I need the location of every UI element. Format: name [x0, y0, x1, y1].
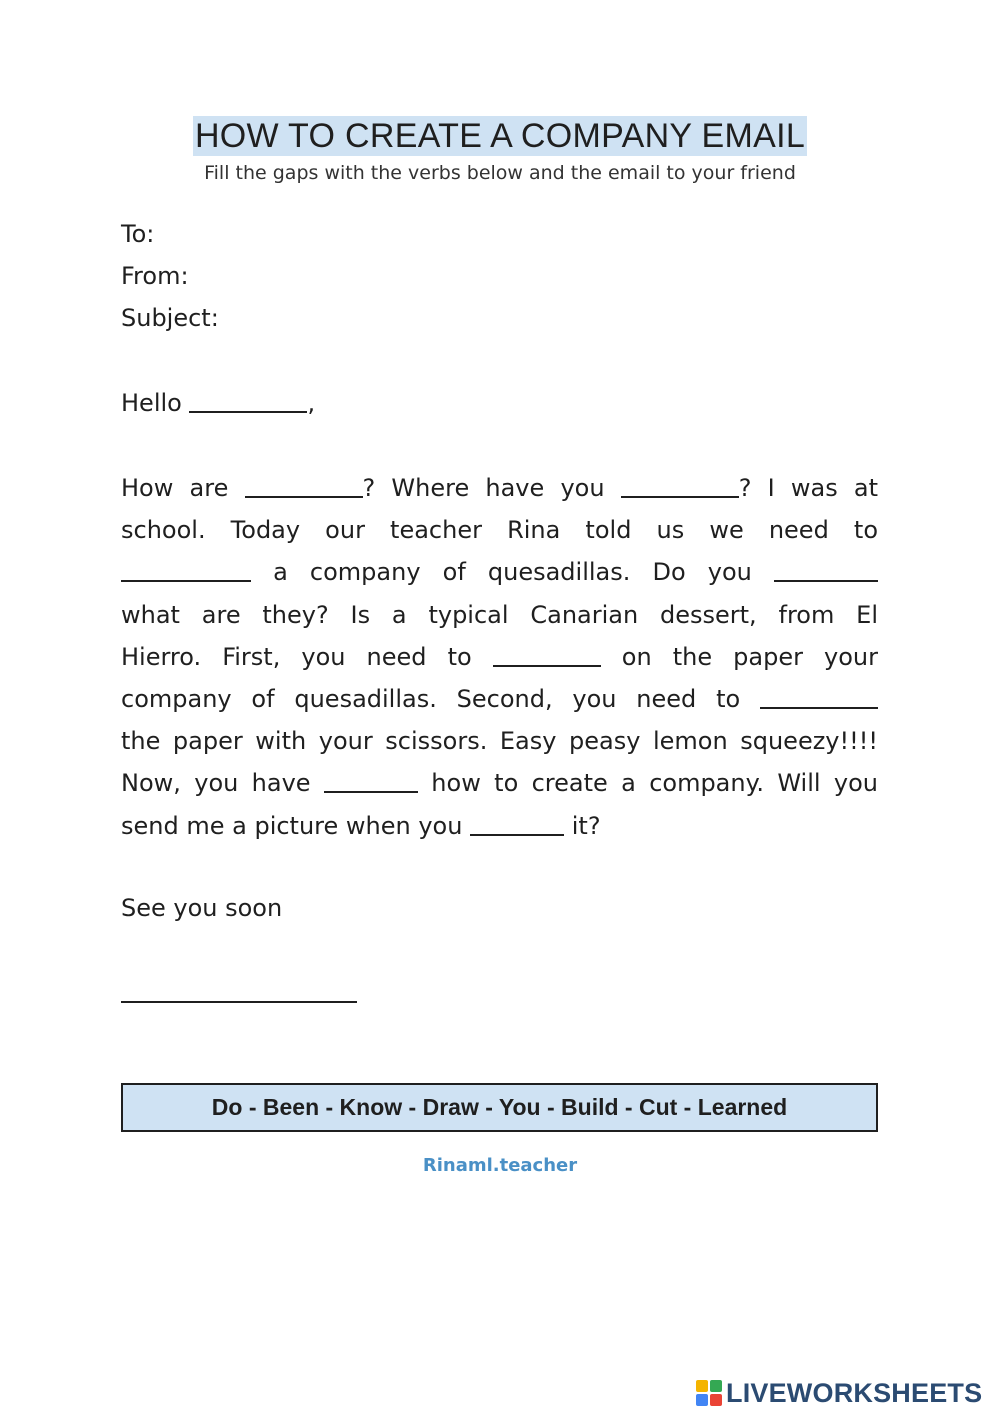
- brand-name: LIVEWORKSHEETS: [726, 1377, 983, 1408]
- gap-greeting-name[interactable]: [189, 387, 307, 413]
- body-line: [121, 762, 878, 804]
- logo-square: [710, 1380, 722, 1392]
- title-container: [0, 116, 1000, 156]
- gap-4[interactable]: [774, 556, 878, 582]
- body-text: ? I was at: [738, 474, 878, 502]
- greeting-text: Hello: [121, 389, 182, 417]
- body-line: [121, 720, 878, 762]
- liveworksheets-logo-icon: [696, 1380, 722, 1406]
- gap-6[interactable]: [760, 683, 878, 709]
- gap-3[interactable]: [121, 556, 251, 582]
- body-line: [121, 467, 878, 509]
- gap-1[interactable]: [245, 472, 363, 498]
- body-line: [121, 509, 878, 551]
- logo-square: [696, 1380, 708, 1392]
- body-line: [121, 678, 878, 720]
- body-text: How are: [121, 474, 229, 502]
- liveworksheets-brand: [696, 1377, 982, 1409]
- subject-label: Subject:: [121, 304, 219, 332]
- gap-5[interactable]: [493, 641, 601, 667]
- body-text: send me a picture when you: [121, 811, 463, 840]
- body-text: the paper with your scissors. Easy peasy lemon squeezy!!!!: [121, 727, 878, 756]
- body-line: [121, 636, 878, 678]
- signature-gap[interactable]: [121, 1001, 357, 1003]
- from-label: From:: [121, 262, 189, 290]
- instructions: Fill the gaps with the verbs below and the email to your friend: [204, 162, 796, 184]
- body-text: on the paper your: [621, 642, 878, 671]
- body-text: what are they? Is a typical Canarian dessert, from El: [121, 600, 878, 629]
- body-text: a company of quesadillas. Do you: [273, 558, 752, 587]
- body-text: ? Where have you: [362, 474, 605, 502]
- author-credit: Rinaml.teacher: [422, 1155, 578, 1176]
- word-bank: Do - Been - Know - Draw - You - Build - Cut - Learned: [121, 1083, 878, 1132]
- page-title: HOW TO CREATE A COMPANY EMAIL: [194, 117, 806, 155]
- body-text: school. Today our teacher Rina told us we need to: [121, 516, 878, 545]
- logo-square: [710, 1394, 722, 1406]
- body-text: it?: [571, 811, 601, 840]
- logo-square: [696, 1394, 708, 1406]
- gap-2[interactable]: [621, 472, 739, 498]
- body-line: [121, 805, 878, 847]
- to-label: To:: [121, 220, 155, 248]
- body-line: [121, 594, 878, 636]
- body-text: Hierro. First, you need to: [121, 642, 472, 671]
- greeting-comma: ,: [307, 389, 316, 417]
- gap-8[interactable]: [470, 810, 564, 836]
- body-text: company of quesadillas. Second, you need to: [121, 685, 741, 714]
- greeting-line: [121, 387, 315, 418]
- gap-7[interactable]: [324, 767, 418, 793]
- body-line: [121, 551, 878, 593]
- closing-text: See you soon: [121, 894, 283, 922]
- body-text: Now, you have: [121, 769, 311, 798]
- email-body: [121, 467, 878, 847]
- body-text: how to create a company. Will you: [431, 769, 879, 798]
